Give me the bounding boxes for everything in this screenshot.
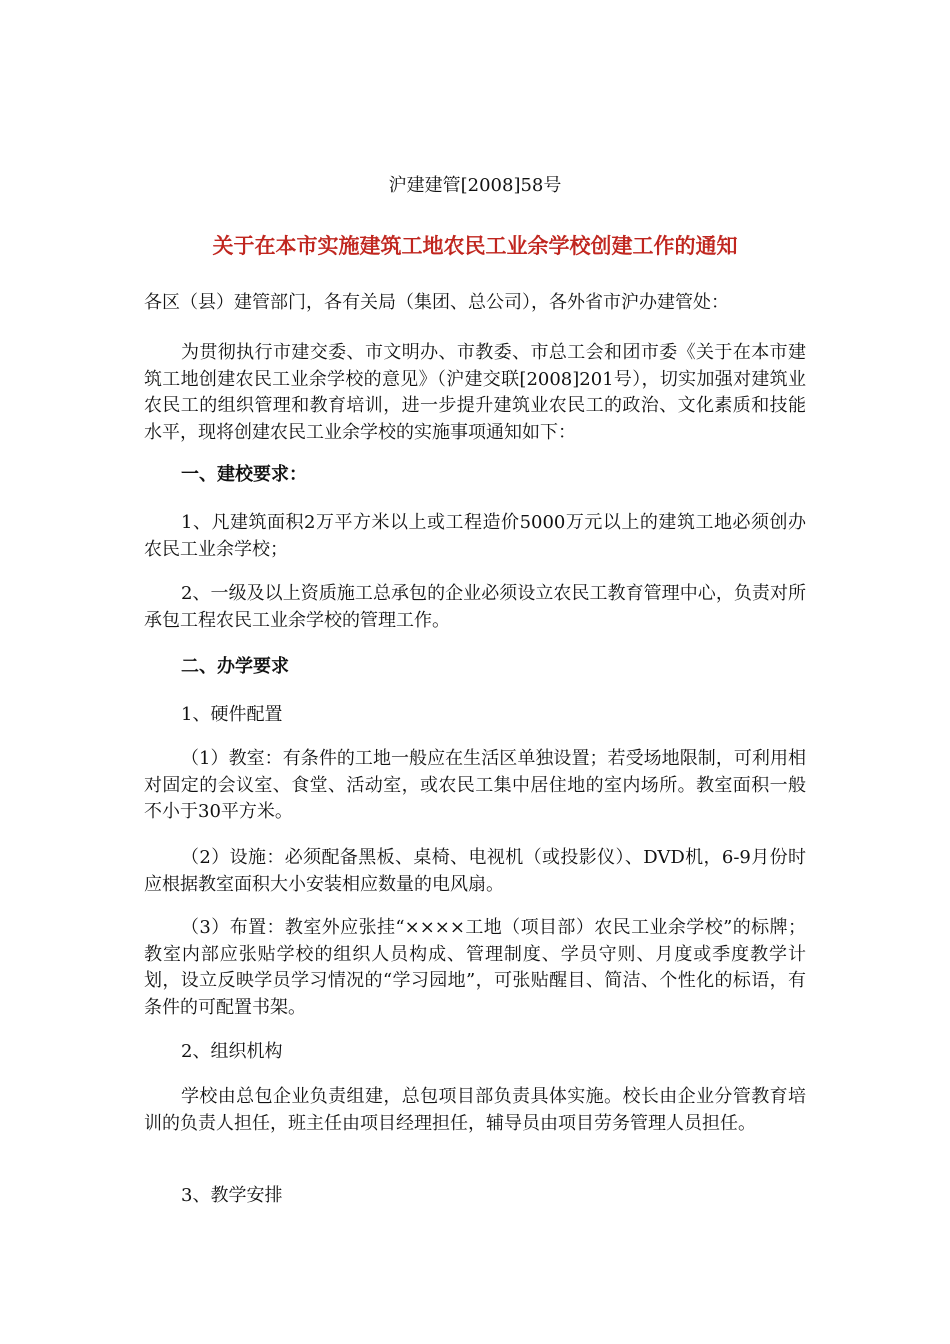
intro-paragraph: 为贯彻执行市建交委、市文明办、市教委、市总工会和团市委《关于在本市建筑工地创建农民工业余学校的意见》（沪建交联[2008]201号），切实加强对建筑业农民工的组织管理和教育培训，进一步提升建筑业农民工的政治、文化素质和技能水平，现将创建农民工业余学校的实施事项通知如下：	[144, 342, 806, 443]
document-number: 沪建建管[2008]58号	[388, 175, 562, 196]
subsection-3-heading: 3、教学安排	[181, 1185, 283, 1206]
section-1-item-1: 1、凡建筑面积2万平方米以上或工程造价5000万元以上的建筑工地必须创办农民工业余学校；	[144, 512, 806, 560]
section-1-heading: 一、建校要求：	[181, 464, 307, 485]
document-title: 关于在本市实施建筑工地农民工业余学校创建工作的通知	[212, 233, 738, 258]
subsection-1-heading: 1、硬件配置	[181, 704, 283, 725]
subsection-2-heading: 2、组织机构	[181, 1041, 283, 1062]
addressee: 各区（县）建管部门，各有关局（集团、总公司），各外省市沪办建管处：	[144, 292, 729, 313]
section-2-heading: 二、办学要求	[181, 656, 289, 677]
subsection-1-item-1: （1）教室：有条件的工地一般应在生活区单独设置；若受场地限制，可利用相对固定的会议室、食堂、活动室，或农民工集中居住地的室内场所。教室面积一般不小于30平方米。	[144, 748, 806, 822]
section-1-item-2: 2、一级及以上资质施工总承包的企业必须设立农民工教育管理中心，负责对所承包工程农民工业余学校的管理工作。	[144, 583, 806, 631]
subsection-1-item-3: （3）布置：教室外应张挂“××××工地（项目部）农民工业余学校”的标牌；教室内部应张贴学校的组织人员构成、管理制度、学员守则、月度或季度教学计划，设立反映学员学习情况的“学习园地”，可张贴醒目、简洁、个性化的标语，有条件的可配置书架。	[144, 917, 806, 1018]
subsection-2-text: 学校由总包企业负责组建，总包项目部负责具体实施。校长由企业分管教育培训的负责人担任，班主任由项目经理担任，辅导员由项目劳务管理人员担任。	[144, 1086, 806, 1134]
subsection-1-item-2: （2）设施：必须配备黑板、桌椅、电视机（或投影仪）、DVD机，6-9月份时应根据教室面积大小安装相应数量的电风扇。	[144, 847, 806, 895]
